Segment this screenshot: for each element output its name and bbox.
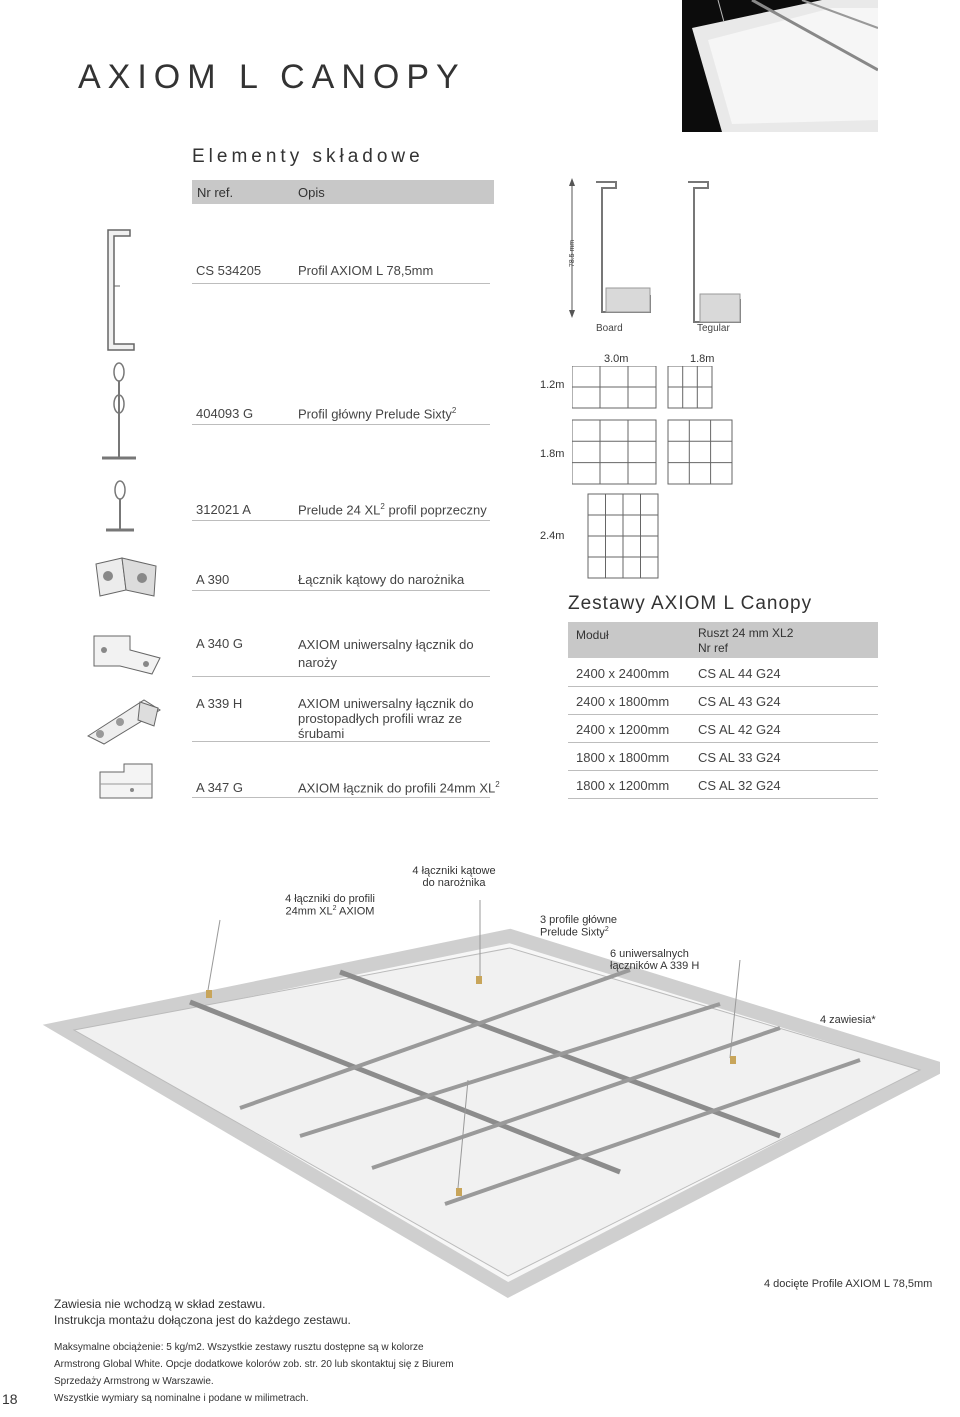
ref-col-header-line2: Nr ref bbox=[698, 641, 728, 655]
component-desc: Profil główny Prelude Sixty$^2$ bbox=[298, 406, 457, 422]
set-row: 1800 x 1200mm CS AL 32 G24 bbox=[568, 771, 878, 799]
small-note: Sprzedaży Armstrong w Warszawie. bbox=[54, 1376, 214, 1387]
row-divider bbox=[192, 424, 490, 425]
component-ref: 404093 G bbox=[196, 406, 254, 421]
component-ref: CS 534205 bbox=[196, 263, 262, 278]
components-table-header bbox=[192, 180, 494, 204]
set-row: 1800 x 1800mm CS AL 33 G24 bbox=[568, 743, 878, 771]
corner-connector-icon bbox=[90, 628, 166, 678]
grid-width-label: 1.8m bbox=[690, 353, 715, 365]
small-note: Maksymalne obciążenie: 5 kg/m2. Wszystkie zestawy rusztu dostępne są w kolorze bbox=[54, 1342, 424, 1353]
grid-height-label: 2.4m bbox=[540, 530, 565, 542]
small-note: Wszystkie wymiary są nominalne i podane w milimetrach. bbox=[54, 1393, 309, 1404]
perpendicular-connector-icon bbox=[84, 696, 164, 746]
callout-main-profiles: 3 profile główne Prelude Sixty$^2$ bbox=[540, 914, 618, 939]
profile-cross-section bbox=[560, 176, 760, 338]
component-ref: A 390 bbox=[196, 572, 230, 587]
component-ref: A 340 G bbox=[196, 636, 243, 651]
set-row: 2400 x 1200mm CS AL 42 G24 bbox=[568, 715, 878, 743]
ref-col-header-line1: Ruszt 24 mm XL2 bbox=[698, 626, 794, 640]
col-desc-header: Opis bbox=[298, 185, 325, 200]
grid-height-label: 1.8m bbox=[540, 448, 565, 460]
grid-modules-diagram bbox=[572, 366, 758, 582]
component-ref: A 339 H bbox=[196, 696, 243, 711]
row-divider bbox=[192, 741, 490, 742]
cross-profile-icon bbox=[102, 478, 138, 538]
page-title: AXIOM L CANOPY bbox=[78, 58, 466, 96]
callout-angle-connectors: 4 łączniki kątowe do narożnika bbox=[412, 865, 496, 889]
note-hangers: Zawiesia nie wchodzą w skład zestawu. bbox=[54, 1297, 266, 1311]
row-divider bbox=[192, 797, 490, 798]
callout-hangers: 4 zawiesia* bbox=[820, 1014, 876, 1026]
row-divider bbox=[192, 590, 490, 591]
section-title: Elementy składowe bbox=[192, 146, 424, 167]
small-note: Armstrong Global White. Opcje dodatkowe kolorów zob. str. 20 lub skontaktuj się z Biurem bbox=[54, 1359, 454, 1370]
component-desc: Profil AXIOM L 78,5mm bbox=[298, 263, 434, 278]
row-divider bbox=[192, 676, 490, 677]
set-row: 2400 x 1800mm CS AL 43 G24 bbox=[568, 687, 878, 715]
sets-title: Zestawy AXIOM L Canopy bbox=[568, 593, 813, 614]
col-ref-header: Nr ref. bbox=[197, 185, 234, 200]
profile-height-label: 78.5 mm bbox=[569, 239, 577, 268]
row-divider bbox=[192, 520, 490, 521]
set-row: 2400 x 2400mm CS AL 44 G24 bbox=[568, 659, 878, 687]
board-label: Board bbox=[596, 323, 623, 334]
product-photo bbox=[682, 0, 878, 132]
component-desc: AXIOM uniwersalny łącznik do naroży bbox=[298, 637, 474, 670]
component-ref: A 347 G bbox=[196, 780, 243, 795]
angle-connector-icon bbox=[92, 554, 162, 602]
page-number: 18 bbox=[2, 1391, 18, 1407]
callout-profile-connectors: 4 łączniki do profili 24mm $XL^2$ AXIOM bbox=[285, 893, 375, 918]
component-ref: 312021 A bbox=[196, 502, 251, 517]
row-divider bbox=[192, 283, 490, 284]
component-desc: Łącznik kątowy do narożnika bbox=[298, 572, 465, 587]
callout-cut-profiles: 4 docięte Profile AXIOM L 78,5mm bbox=[764, 1278, 933, 1290]
grid-height-label: 1.2m bbox=[540, 379, 565, 391]
note-instructions: Instrukcja montażu dołączona jest do każdego zestawu. bbox=[54, 1313, 351, 1327]
module-col-header: Moduł bbox=[576, 628, 609, 642]
callout-universal-connectors: 6 uniwersalnych łączników A 339 H bbox=[610, 948, 700, 972]
component-desc: AXIOM łącznik do profili 24mm $XL^2$ bbox=[298, 780, 500, 796]
tegular-label: Tegular bbox=[697, 323, 730, 334]
profile-connector-icon bbox=[94, 758, 160, 806]
grid-width-label: 3.0m bbox=[604, 353, 629, 365]
canopy-illustration bbox=[40, 900, 940, 1320]
main-profile-icon bbox=[98, 358, 140, 466]
component-desc: Prelude 24 $XL^2$ profil poprzeczny bbox=[298, 502, 487, 518]
profile-axiom-l-icon bbox=[96, 226, 146, 356]
component-desc: AXIOM uniwersalny łącznik do prostopadłych profili wraz ze śrubami bbox=[298, 696, 474, 741]
sets-table-header bbox=[568, 622, 878, 658]
